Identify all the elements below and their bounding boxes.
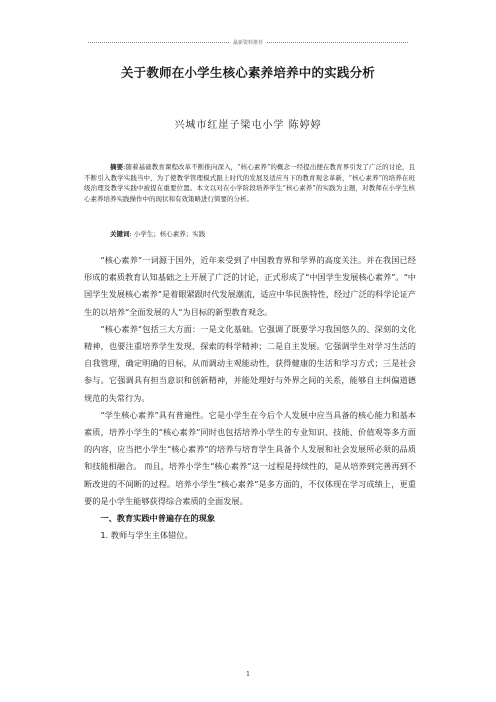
document-title: 关于教师在小学生核心素养培养中的实践分析 <box>120 65 375 80</box>
page-number: 1 <box>246 671 250 678</box>
body-text <box>84 252 416 544</box>
subsection-heading: 1. 教师与学生主体错位。 <box>100 530 193 541</box>
paragraph: “核心素养”包括三大方面：一是文化基础。它强调了既要学习我国悠久的、深刻的文化精神，也要注重培养学生发现、探索的科学精神；二是自主发展。它强调学生对学习生活的自我管理，确定明确的目标，从而调动主观能动性，获得健康的生活和学习方式；三是社会参与。它强调具有担当意识和创新精神，并能处理好与外界之间的关系，能够自主纠偏道德规范的失常行为。 <box>84 323 416 403</box>
section-heading: 一、教育实践中普遍存在的现象 <box>100 513 216 524</box>
abstract-text: :随着基础教育课程改革不断推向深入，“核心素养”的概念一经提出便在教育界引发了广泛的讨论，且不断引入教学实践当中，为了使教学管理模式跟上时代的发展及适应当下的教育观念革新，“核心素养”的培养在班级治理及教学实践中被提在重要位置。本文以对在小学阶段培养学生“核心素养”的实践为主题，对教师在小学生核心素养培养实践操作中的现状和有效策略进行简要的分析。 <box>84 163 415 203</box>
author-line: 兴城市红崖子梁屯小学 陈婷婷 <box>174 120 322 131</box>
abstract <box>84 162 415 204</box>
abstract-label: 摘要 <box>110 163 124 171</box>
paragraph: “核心素养”一词源于国外，近年来受到了中国教育界和学界的高度关注。并在我国已经形成的素质教育认知基础之上开展了广泛的讨论，正式形成了“中国学生发展核心素养”。“中国学生发展核心素养”是着眼紧跟时代发展潮流，适应中华民族特性，经过广泛的科学论证产生的以培养“全面发展的人”为目标的新型教育观念。 <box>84 255 416 317</box>
keywords-text: : 小学生；核心素养；实践 <box>129 230 206 238</box>
keywords-label: 关键词 <box>110 230 130 238</box>
header-dotted-rule-left <box>88 42 229 43</box>
page-header <box>88 39 408 46</box>
paragraph: “学生核心素养”具有普遍性。它是小学生在今后个人发展中应当具备的核心能力和基本素质，培养小学生的“核心素养”同时也包括培养小学生的专业知识、技能、价值观等多方面的内容，应当把小学生“核心素养”的培养与培育学生具备个人发展和社会发展所必须的品质和技能相融合。 而且，培养小学生“核心素养”这一过程是持续性的，是从培养到完善再到不断改进的不间断的过程。培养小学生“核心素养”是多方面的，不仅体现在学习成绩上，更重要的是小学生能够获得综合素质的全面发展。 <box>84 409 416 506</box>
header-dotted-rule-right <box>267 42 408 43</box>
header-banner: 最新资料推荐 <box>233 40 264 46</box>
keywords <box>110 229 205 238</box>
